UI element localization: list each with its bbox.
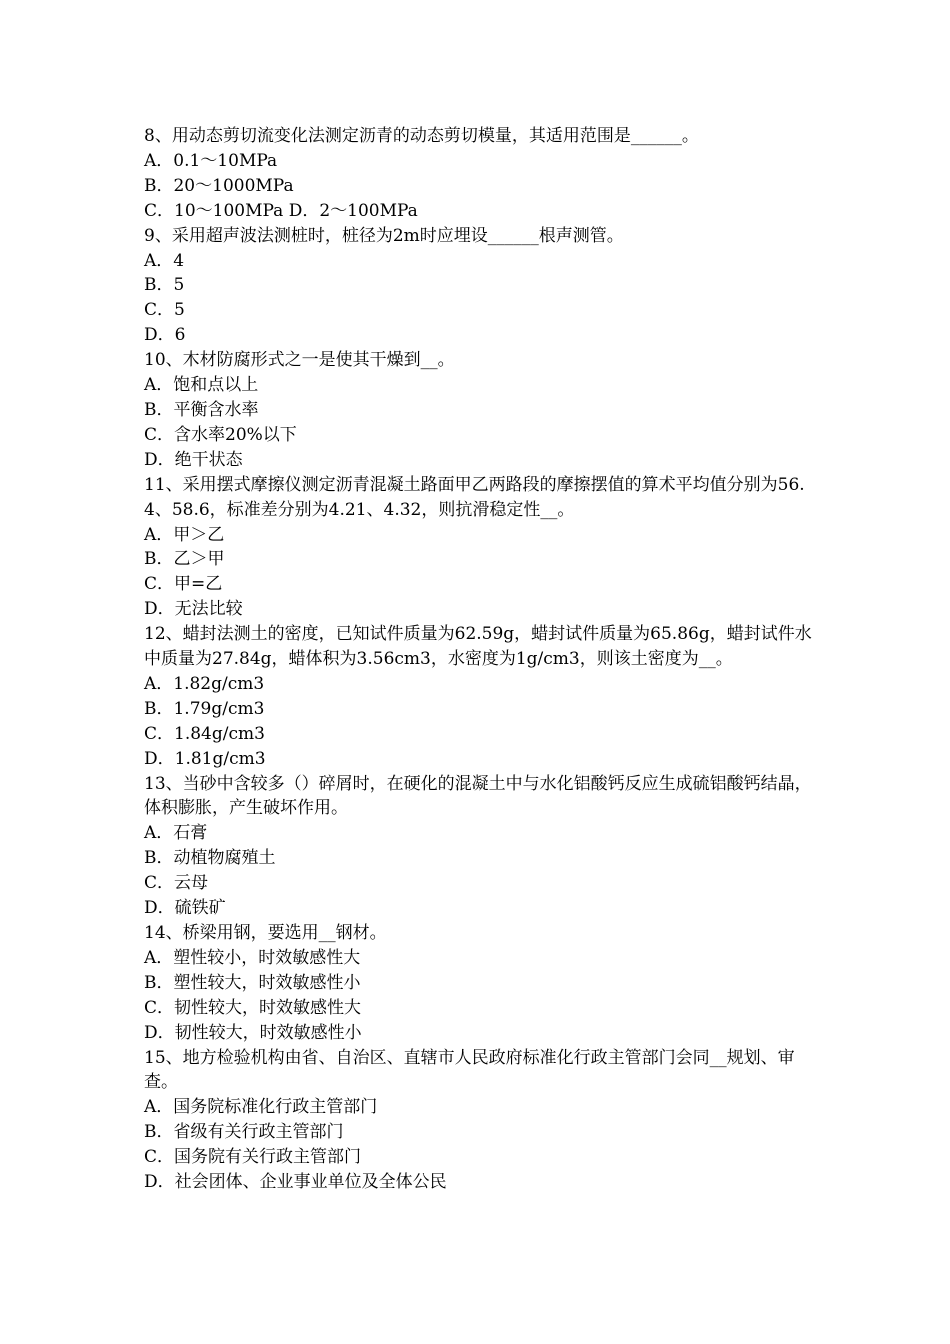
option-b: B．20～1000MPa	[144, 175, 294, 196]
option-b: B．乙＞甲	[144, 549, 225, 570]
option-a: A．1.82g/cm3	[144, 673, 265, 694]
question-stem: 14、桥梁用钢，要选用__钢材。	[144, 923, 387, 943]
question-stem: 10、木材防腐形式之一是使其干燥到__。	[144, 350, 455, 371]
question-list	[144, 124, 812, 1195]
option-d: D．社会团体、企业事业单位及全体公民	[144, 1172, 447, 1193]
question-11	[144, 473, 812, 622]
option-d: D．绝干状态	[144, 449, 243, 470]
option-c: C．1.84g/cm3	[144, 723, 265, 744]
option-b: B．动植物腐殖土	[144, 848, 276, 869]
option-d: D．硫铁矿	[144, 898, 226, 919]
option-d: D．6	[144, 325, 186, 346]
option-a: A．甲＞乙	[144, 524, 225, 545]
question-15	[144, 1046, 812, 1195]
question-12	[144, 622, 812, 771]
question-stem: 9、采用超声波法测桩时，桩径为2m时应埋设______根声测管。	[144, 225, 624, 246]
question-stem: 15、地方检验机构由省、自治区、直辖市人民政府标准化行政主管部门会同__规划、审查。	[144, 1047, 795, 1093]
question-8	[144, 124, 812, 224]
question-13	[144, 772, 812, 921]
question-10	[144, 348, 812, 473]
option-c: C．含水率20%以下	[144, 424, 297, 445]
option-a: A．石膏	[144, 823, 208, 844]
option-c: C．国务院有关行政主管部门	[144, 1147, 362, 1168]
option-b: B．平衡含水率	[144, 399, 259, 420]
question-stem: 13、当砂中含较多（）碎屑时，在硬化的混凝土中与水化铝酸钙反应生成硫铝酸钙结晶，体积膨胀，产生破坏作用。	[144, 773, 812, 819]
option-c-d: C．10～100MPa D．2～100MPa	[144, 200, 418, 221]
option-c: C．韧性较大，时效敏感性大	[144, 997, 362, 1018]
option-a: A．0.1～10MPa	[144, 150, 278, 171]
option-b: B．省级有关行政主管部门	[144, 1122, 344, 1143]
option-c: C．5	[144, 300, 185, 321]
option-d: D．韧性较大，时效敏感性小	[144, 1022, 362, 1043]
question-stem: 12、蜡封法测土的密度，已知试件质量为62.59g，蜡封试件质量为65.86g，蜡封试件水中质量为27.84g，蜡体积为3.56cm3，水密度为1g/cm3，则该土密度为__。	[144, 624, 812, 670]
question-14	[144, 921, 812, 1046]
option-c: C．云母	[144, 873, 209, 894]
option-b: B．5	[144, 275, 185, 296]
option-d: D．无法比较	[144, 599, 243, 620]
option-a: A．4	[144, 250, 185, 271]
question-stem: 8、用动态剪切流变化法测定沥青的动态剪切模量，其适用范围是______。	[144, 126, 699, 146]
question-9	[144, 224, 812, 349]
option-c: C．甲=乙	[144, 574, 223, 595]
option-a: A．塑性较小，时效敏感性大	[144, 947, 361, 968]
option-b: B．塑性较大，时效敏感性小	[144, 972, 361, 993]
question-stem: 11、采用摆式摩擦仪测定沥青混凝土路面甲乙两路段的摩擦摆值的算术平均值分别为56.4、58.6，标准差分别为4.21、4.32，则抗滑稳定性__。	[144, 474, 805, 520]
option-a: A．饱和点以上	[144, 375, 259, 396]
option-b: B．1.79g/cm3	[144, 698, 265, 719]
option-a: A．国务院标准化行政主管部门	[144, 1097, 378, 1118]
option-d: D．1.81g/cm3	[144, 748, 266, 769]
